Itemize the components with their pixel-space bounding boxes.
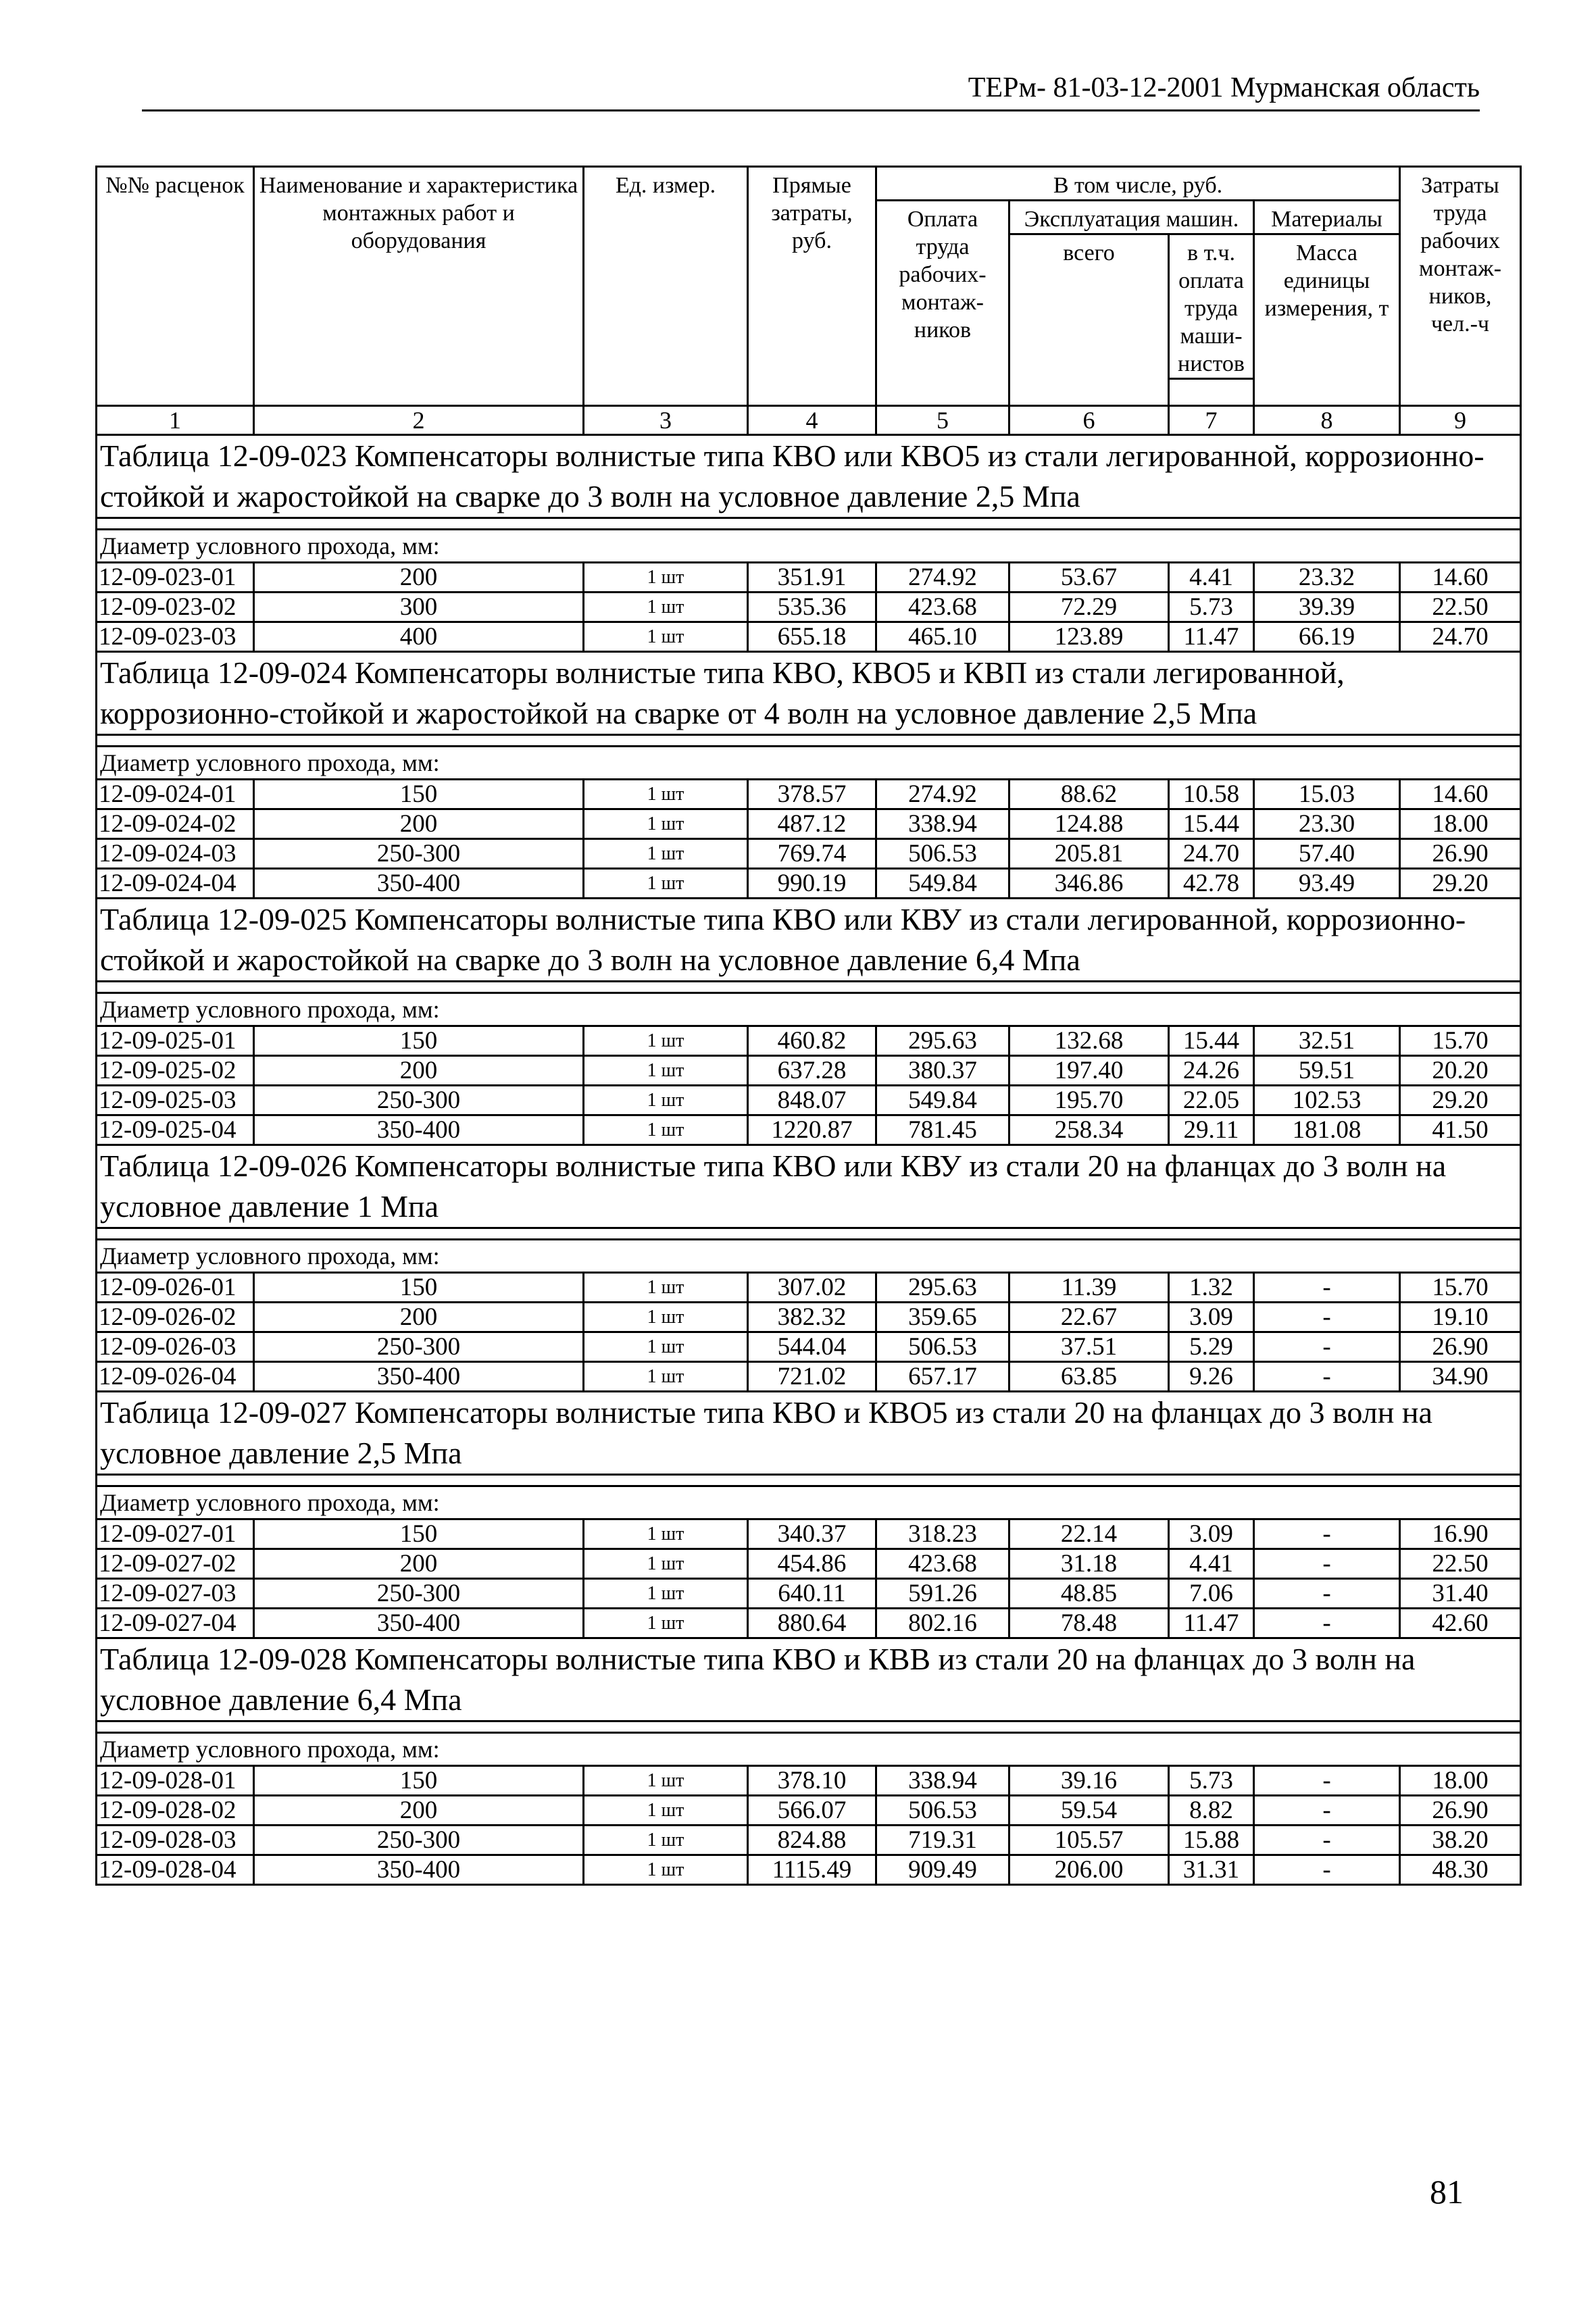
table-row — [97, 839, 1521, 869]
table-cell: 29.20 — [1400, 1086, 1521, 1115]
table-cell: 1 шт — [584, 869, 748, 899]
table-cell: 37.51 — [1009, 1332, 1169, 1362]
spacer-cell — [97, 1721, 1521, 1733]
table-cell: 12-09-024-04 — [97, 869, 254, 899]
table-cell: 400 — [254, 622, 584, 652]
table-cell: 1 шт — [584, 1549, 748, 1579]
table-cell: 657.17 — [876, 1362, 1009, 1392]
table-cell: 39.16 — [1009, 1766, 1169, 1796]
table-title: Таблица 12-09-025 Компенсаторы волнистые типа КВО или КВУ из стали легированной, коррозионно-стойкой и жаростойкой на сварке до 3 волн на условное давление 6,4 Мпа — [97, 899, 1521, 982]
table-cell: 15.44 — [1169, 809, 1254, 839]
table-cell: 824.88 — [748, 1826, 876, 1855]
col-header-machinist-wages: в т.ч. оплата труда маши-нистов — [1169, 234, 1254, 379]
table-cell: 274.92 — [876, 780, 1009, 809]
table-cell: 1 шт — [584, 622, 748, 652]
table-cell: 12-09-027-03 — [97, 1579, 254, 1609]
table-cell: 150 — [254, 1273, 584, 1303]
table-cell: 24.26 — [1169, 1056, 1254, 1086]
table-cell: 66.19 — [1254, 622, 1400, 652]
spacer-row — [97, 1475, 1521, 1486]
table-cell: 802.16 — [876, 1609, 1009, 1638]
table-cell: 1 шт — [584, 809, 748, 839]
table-cell: 38.20 — [1400, 1826, 1521, 1855]
diameter-row — [97, 530, 1521, 563]
table-cell: - — [1254, 1519, 1400, 1549]
table-row — [97, 1362, 1521, 1392]
spacer-row — [97, 1228, 1521, 1240]
table-cell: 359.65 — [876, 1303, 1009, 1332]
table-cell: 566.07 — [748, 1796, 876, 1826]
spacer-row — [97, 518, 1521, 530]
column-number: 4 — [748, 406, 876, 435]
table-row — [97, 1026, 1521, 1056]
col-header-mass: Масса единицы измерения, т — [1254, 234, 1400, 406]
col-header-code: №№ расценок — [97, 167, 254, 406]
table-cell: 14.60 — [1400, 780, 1521, 809]
table-cell: 18.00 — [1400, 1766, 1521, 1796]
table-cell: 124.88 — [1009, 809, 1169, 839]
table-cell: 150 — [254, 1026, 584, 1056]
table-cell: 200 — [254, 1056, 584, 1086]
table-cell: 338.94 — [876, 1766, 1009, 1796]
table-cell: 150 — [254, 1519, 584, 1549]
table-cell: 48.85 — [1009, 1579, 1169, 1609]
table-cell: 3.09 — [1169, 1303, 1254, 1332]
table-row — [97, 1766, 1521, 1796]
table-cell: - — [1254, 1579, 1400, 1609]
col-header-unit: Ед. измер. — [584, 167, 748, 406]
table-cell: 909.49 — [876, 1855, 1009, 1885]
table-cell: 460.82 — [748, 1026, 876, 1056]
table-cell: 12-09-026-04 — [97, 1362, 254, 1392]
table-cell: 506.53 — [876, 1796, 1009, 1826]
table-cell: 88.62 — [1009, 780, 1169, 809]
table-row — [97, 1056, 1521, 1086]
table-cell: 12-09-028-02 — [97, 1796, 254, 1826]
table-cell: 42.60 — [1400, 1609, 1521, 1638]
table-cell: 200 — [254, 1549, 584, 1579]
table-cell: 350-400 — [254, 869, 584, 899]
table-cell: 1 шт — [584, 1056, 748, 1086]
table-cell: 12-09-025-04 — [97, 1115, 254, 1145]
table-row — [97, 1332, 1521, 1362]
table-cell: 132.68 — [1009, 1026, 1169, 1056]
table-cell: 34.90 — [1400, 1362, 1521, 1392]
table-cell: 12-09-023-03 — [97, 622, 254, 652]
table-cell: 5.73 — [1169, 1766, 1254, 1796]
table-cell: 22.67 — [1009, 1303, 1169, 1332]
table-cell: 59.51 — [1254, 1056, 1400, 1086]
table-cell: 12-09-024-01 — [97, 780, 254, 809]
table-cell: 31.31 — [1169, 1855, 1254, 1885]
table-cell: 15.44 — [1169, 1026, 1254, 1056]
table-cell: 22.05 — [1169, 1086, 1254, 1115]
table-cell: 31.40 — [1400, 1579, 1521, 1609]
table-cell: 102.53 — [1254, 1086, 1400, 1115]
spacer-row — [97, 1721, 1521, 1733]
table-cell: 32.51 — [1254, 1026, 1400, 1056]
table-cell: 200 — [254, 1796, 584, 1826]
table-cell: - — [1254, 1549, 1400, 1579]
table-cell: 544.04 — [748, 1332, 876, 1362]
page-number: 81 — [1430, 2173, 1464, 2211]
table-cell: 197.40 — [1009, 1056, 1169, 1086]
table-row — [97, 1115, 1521, 1145]
table-cell: - — [1254, 1609, 1400, 1638]
table-cell: 5.73 — [1169, 593, 1254, 622]
table-cell: - — [1254, 1273, 1400, 1303]
table-title-row — [97, 1638, 1521, 1721]
table-cell: 1 шт — [584, 563, 748, 593]
column-number: 7 — [1169, 406, 1254, 435]
table-cell: 23.32 — [1254, 563, 1400, 593]
table-cell: 26.90 — [1400, 1796, 1521, 1826]
column-number: 1 — [97, 406, 254, 435]
table-row — [97, 1579, 1521, 1609]
table-cell: 12-09-027-04 — [97, 1609, 254, 1638]
col-header-wages: Оплата труда рабочих-монтаж-ников — [876, 201, 1009, 406]
spacer-cell — [97, 735, 1521, 747]
table-cell: 15.88 — [1169, 1826, 1254, 1855]
table-cell: 769.74 — [748, 839, 876, 869]
column-number: 3 — [584, 406, 748, 435]
document-title: ТЕРм- 81-03-12-2001 Мурманская область — [968, 72, 1480, 103]
table-row — [97, 869, 1521, 899]
table-cell: 1 шт — [584, 1362, 748, 1392]
table-cell: 12-09-027-01 — [97, 1519, 254, 1549]
diameter-row — [97, 1486, 1521, 1519]
table-row — [97, 1303, 1521, 1332]
table-cell: 11.47 — [1169, 1609, 1254, 1638]
table-cell: 350-400 — [254, 1362, 584, 1392]
table-cell: 295.63 — [876, 1273, 1009, 1303]
col-header-group: В том числе, руб. — [876, 167, 1400, 201]
table-cell: 123.89 — [1009, 622, 1169, 652]
table-cell: 7.06 — [1169, 1579, 1254, 1609]
table-cell: 340.37 — [748, 1519, 876, 1549]
table-cell: - — [1254, 1332, 1400, 1362]
table-cell: 12-09-026-03 — [97, 1332, 254, 1362]
table-cell: 591.26 — [876, 1579, 1009, 1609]
table-cell: 14.60 — [1400, 563, 1521, 593]
table-cell: 1 шт — [584, 1519, 748, 1549]
table-cell: 12-09-025-02 — [97, 1056, 254, 1086]
table-cell: 250-300 — [254, 839, 584, 869]
table-cell: 53.67 — [1009, 563, 1169, 593]
table-cell: 465.10 — [876, 622, 1009, 652]
table-cell: 206.00 — [1009, 1855, 1169, 1885]
table-cell: 15.70 — [1400, 1273, 1521, 1303]
table-cell: 549.84 — [876, 869, 1009, 899]
table-cell: 22.14 — [1009, 1519, 1169, 1549]
table-cell: 351.91 — [748, 563, 876, 593]
table-cell: 1 шт — [584, 1766, 748, 1796]
table-cell: 41.50 — [1400, 1115, 1521, 1145]
table-cell: 300 — [254, 593, 584, 622]
spacer-cell — [97, 518, 1521, 530]
table-cell: 535.36 — [748, 593, 876, 622]
table-cell: 1 шт — [584, 1303, 748, 1332]
table-row — [97, 1086, 1521, 1115]
table-cell: 640.11 — [748, 1579, 876, 1609]
table-cell: 29.20 — [1400, 869, 1521, 899]
table-cell: 78.48 — [1009, 1609, 1169, 1638]
table-cell: 63.85 — [1009, 1362, 1169, 1392]
table-cell: 93.49 — [1254, 869, 1400, 899]
table-cell: 22.50 — [1400, 1549, 1521, 1579]
diameter-row — [97, 747, 1521, 780]
table-cell: 19.10 — [1400, 1303, 1521, 1332]
table-row — [97, 1826, 1521, 1855]
table-cell: 1 шт — [584, 1855, 748, 1885]
spacer-cell — [97, 1228, 1521, 1240]
table-cell: - — [1254, 1303, 1400, 1332]
table-cell: 1 шт — [584, 1026, 748, 1056]
diameter-row — [97, 1733, 1521, 1766]
table-title: Таблица 12-09-028 Компенсаторы волнистые типа КВО и КВВ из стали 20 на фланцах до 3 волн на условное давление 6,4 Мпа — [97, 1638, 1521, 1721]
table-cell: 42.78 — [1169, 869, 1254, 899]
table-cell: 16.90 — [1400, 1519, 1521, 1549]
table-cell: 1 шт — [584, 1579, 748, 1609]
table-cell: 12-09-027-02 — [97, 1549, 254, 1579]
table-cell: 487.12 — [748, 809, 876, 839]
table-cell: 105.57 — [1009, 1826, 1169, 1855]
diameter-label: Диаметр условного прохода, мм: — [97, 1240, 1521, 1273]
table-cell: 637.28 — [748, 1056, 876, 1086]
table-cell: 382.32 — [748, 1303, 876, 1332]
table-row — [97, 563, 1521, 593]
table-title-row — [97, 899, 1521, 982]
table-cell: 12-09-026-01 — [97, 1273, 254, 1303]
table-cell: 549.84 — [876, 1086, 1009, 1115]
table-cell: 250-300 — [254, 1826, 584, 1855]
spacer-row — [97, 982, 1521, 993]
table-cell: 1115.49 — [748, 1855, 876, 1885]
table-cell: 12-09-026-02 — [97, 1303, 254, 1332]
table-cell: 12-09-024-02 — [97, 809, 254, 839]
table-row — [97, 622, 1521, 652]
table-cell: 150 — [254, 1766, 584, 1796]
table-row — [97, 1609, 1521, 1638]
table-cell: - — [1254, 1766, 1400, 1796]
table-cell: 250-300 — [254, 1579, 584, 1609]
table-cell: 1 шт — [584, 1332, 748, 1362]
table-cell: 24.70 — [1169, 839, 1254, 869]
diameter-label: Диаметр условного прохода, мм: — [97, 1486, 1521, 1519]
table-cell: 1 шт — [584, 780, 748, 809]
table-cell: 350-400 — [254, 1115, 584, 1145]
table-cell: 29.11 — [1169, 1115, 1254, 1145]
table-cell: - — [1254, 1826, 1400, 1855]
column-number-row — [97, 406, 1521, 435]
table-cell: 72.29 — [1009, 593, 1169, 622]
diameter-label: Диаметр условного прохода, мм: — [97, 530, 1521, 563]
table-cell: 200 — [254, 563, 584, 593]
table-cell: 31.18 — [1009, 1549, 1169, 1579]
spacer-cell — [97, 982, 1521, 993]
table-cell: 12-09-025-03 — [97, 1086, 254, 1115]
table-cell: - — [1254, 1796, 1400, 1826]
table-cell: 12-09-023-01 — [97, 563, 254, 593]
table-title-row — [97, 652, 1521, 735]
diameter-label: Диаметр условного прохода, мм: — [97, 747, 1521, 780]
table-cell: 39.39 — [1254, 593, 1400, 622]
table-cell: 9.26 — [1169, 1362, 1254, 1392]
table-cell: 848.07 — [748, 1086, 876, 1115]
table-row — [97, 1273, 1521, 1303]
table-title-row — [97, 435, 1521, 518]
table-title-row — [97, 1145, 1521, 1228]
table-body — [97, 435, 1521, 1885]
table-cell: 26.90 — [1400, 839, 1521, 869]
table-cell: 181.08 — [1254, 1115, 1400, 1145]
table-cell: 12-09-024-03 — [97, 839, 254, 869]
page-header — [142, 65, 1480, 111]
table-cell: 12-09-028-03 — [97, 1826, 254, 1855]
column-number: 5 — [876, 406, 1009, 435]
table-cell: 258.34 — [1009, 1115, 1169, 1145]
table-title: Таблица 12-09-024 Компенсаторы волнистые типа КВО, КВО5 и КВП из стали легированной, коррозионно-стойкой и жаростойкой на сварке от 4 волн на условное давление 2,5 Мпа — [97, 652, 1521, 735]
table-row — [97, 809, 1521, 839]
table-cell: 205.81 — [1009, 839, 1169, 869]
column-number: 6 — [1009, 406, 1169, 435]
table-row — [97, 1796, 1521, 1826]
table-cell: 307.02 — [748, 1273, 876, 1303]
table-title: Таблица 12-09-027 Компенсаторы волнистые типа КВО и КВО5 из стали 20 на фланцах до 3 волн на условное давление 2,5 Мпа — [97, 1392, 1521, 1475]
spacer-cell — [97, 1475, 1521, 1486]
table-cell: 250-300 — [254, 1086, 584, 1115]
table-cell: 12-09-028-04 — [97, 1855, 254, 1885]
table-cell: 8.82 — [1169, 1796, 1254, 1826]
table-cell: - — [1254, 1362, 1400, 1392]
table-cell: 195.70 — [1009, 1086, 1169, 1115]
column-number: 8 — [1254, 406, 1400, 435]
table-row — [97, 593, 1521, 622]
table-row — [97, 780, 1521, 809]
table-cell: 26.90 — [1400, 1332, 1521, 1362]
col-header-machines: Эксплуатация машин. — [1009, 201, 1254, 234]
diameter-row — [97, 1240, 1521, 1273]
table-cell: 423.68 — [876, 1549, 1009, 1579]
table-row — [97, 1549, 1521, 1579]
table-title-row — [97, 1392, 1521, 1475]
table-row — [97, 1855, 1521, 1885]
col-header-materials: Материалы — [1254, 201, 1400, 234]
table-cell: 1 шт — [584, 593, 748, 622]
table-cell: 274.92 — [876, 563, 1009, 593]
table-cell: 12-09-028-01 — [97, 1766, 254, 1796]
diameter-row — [97, 993, 1521, 1026]
table-cell: 1 шт — [584, 839, 748, 869]
table-cell: 4.41 — [1169, 1549, 1254, 1579]
table-cell: 880.64 — [748, 1609, 876, 1638]
table-cell: 48.30 — [1400, 1855, 1521, 1885]
table-cell: 57.40 — [1254, 839, 1400, 869]
table-cell: 5.29 — [1169, 1332, 1254, 1362]
table-cell: 721.02 — [748, 1362, 876, 1392]
table-cell: 655.18 — [748, 622, 876, 652]
table-cell: 350-400 — [254, 1855, 584, 1885]
table-cell: 59.54 — [1009, 1796, 1169, 1826]
table-cell: 15.70 — [1400, 1026, 1521, 1056]
diameter-label: Диаметр условного прохода, мм: — [97, 1733, 1521, 1766]
table-cell: - — [1254, 1855, 1400, 1885]
table-cell: 4.41 — [1169, 563, 1254, 593]
table-cell: 378.10 — [748, 1766, 876, 1796]
table-cell: 990.19 — [748, 869, 876, 899]
table-cell: 454.86 — [748, 1549, 876, 1579]
column-number: 2 — [254, 406, 584, 435]
table-cell: 10.58 — [1169, 780, 1254, 809]
col-header-machines-total: всего — [1009, 234, 1169, 406]
col-header-direct-cost: Прямые затраты, руб. — [748, 167, 876, 406]
column-number: 9 — [1400, 406, 1521, 435]
table-cell: 1.32 — [1169, 1273, 1254, 1303]
table-cell: 1220.87 — [748, 1115, 876, 1145]
table-cell: 150 — [254, 780, 584, 809]
table-cell: 378.57 — [748, 780, 876, 809]
table-cell: 350-400 — [254, 1609, 584, 1638]
rates-table — [95, 166, 1522, 1886]
table-cell: 23.30 — [1254, 809, 1400, 839]
table-cell: 295.63 — [876, 1026, 1009, 1056]
table-cell: 1 шт — [584, 1826, 748, 1855]
table-cell: 506.53 — [876, 1332, 1009, 1362]
table-cell: 781.45 — [876, 1115, 1009, 1145]
table-cell: 318.23 — [876, 1519, 1009, 1549]
table-title: Таблица 12-09-026 Компенсаторы волнистые типа КВО или КВУ из стали 20 на фланцах до 3 волн на условное давление 1 Мпа — [97, 1145, 1521, 1228]
table-cell: 346.86 — [1009, 869, 1169, 899]
table-cell: 506.53 — [876, 839, 1009, 869]
table-cell: 11.39 — [1009, 1273, 1169, 1303]
table-cell: 3.09 — [1169, 1519, 1254, 1549]
table-cell: 1 шт — [584, 1115, 748, 1145]
table-cell: 24.70 — [1400, 622, 1521, 652]
table-cell: 380.37 — [876, 1056, 1009, 1086]
table-cell: 11.47 — [1169, 622, 1254, 652]
table-row — [97, 1519, 1521, 1549]
table-cell: 338.94 — [876, 809, 1009, 839]
table-cell: 15.03 — [1254, 780, 1400, 809]
col-header-labor: Затраты труда рабочих монтаж-ников, чел.-ч — [1400, 167, 1521, 406]
table-cell: 22.50 — [1400, 593, 1521, 622]
table-cell: 1 шт — [584, 1796, 748, 1826]
col-header-name: Наименование и характеристика монтажных работ и оборудования — [254, 167, 584, 406]
table-cell: 20.20 — [1400, 1056, 1521, 1086]
table-cell: 719.31 — [876, 1826, 1009, 1855]
spacer-row — [97, 735, 1521, 747]
table-cell: 1 шт — [584, 1609, 748, 1638]
table-cell: 12-09-023-02 — [97, 593, 254, 622]
table-cell: 12-09-025-01 — [97, 1026, 254, 1056]
table-cell: 18.00 — [1400, 809, 1521, 839]
table-cell: 200 — [254, 1303, 584, 1332]
table-cell: 200 — [254, 809, 584, 839]
table-cell: 1 шт — [584, 1086, 748, 1115]
diameter-label: Диаметр условного прохода, мм: — [97, 993, 1521, 1026]
table-cell: 423.68 — [876, 593, 1009, 622]
table-title: Таблица 12-09-023 Компенсаторы волнистые типа КВО или КВО5 из стали легированной, коррозионно-стойкой и жаростойкой на сварке до 3 волн на условное давление 2,5 Мпа — [97, 435, 1521, 518]
table-cell: 1 шт — [584, 1273, 748, 1303]
table-cell: 250-300 — [254, 1332, 584, 1362]
